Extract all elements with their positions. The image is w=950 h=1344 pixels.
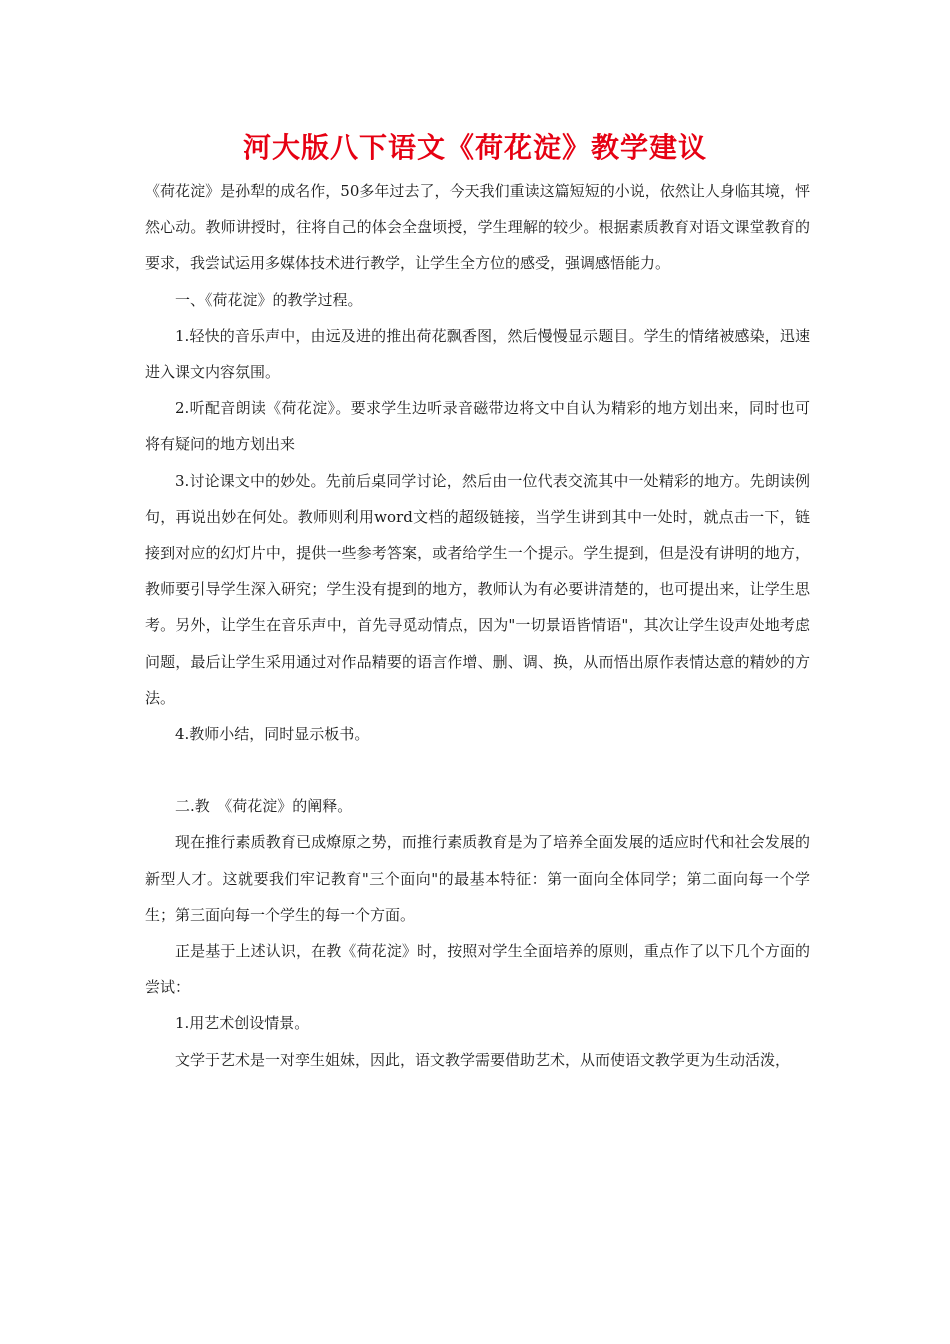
body-paragraph: 正是基于上述认识，在教《荷花淀》时，按照对学生全面培养的原则，重点作了以下几个方面的尝试： xyxy=(145,942,810,997)
intro-paragraph: 《荷花淀》是孙犁的成名作，50多年过去了，今天我们重读这篇短短的小说，依然让人身临其境，怦然心动。教师讲授时，往将自己的体会全盘顷授，学生理解的较少。根据素质教育对语文课堂教育的要求，我尝试运用多媒体技术进行教学，让学生全方位的感受，强调感悟能力。 xyxy=(145,182,810,273)
step-4-paragraph: 4.教师小结，同时显示板书。 xyxy=(175,725,370,744)
step-2-paragraph: 2.听配音朗读《荷花淀》。要求学生边听录音磁带边将文中自认为精彩的地方划出来，同时也可将有疑问的地方划出来 xyxy=(145,399,810,454)
body-paragraph: 文学于艺术是一对孪生姐妹，因此，语文教学需要借助艺术，从而使语文教学更为生动活泼， xyxy=(175,1050,791,1069)
document-title: 河大版八下语文《荷花淀》教学建议 xyxy=(242,131,707,164)
body-paragraph: 现在推行素质教育已成燎原之势，而推行素质教育是为了培养全面发展的适应时代和社会发展的新型人才。这就要我们牢记教育"三个面向"的最基本特征：第一面向全体同学；第二面向每一个学生；第三面向每一个学生的每一个方面。 xyxy=(145,833,810,924)
paragraph-gap xyxy=(145,752,810,788)
subheading-paragraph: 1.用艺术创设情景。 xyxy=(175,1014,310,1033)
document-body xyxy=(145,173,810,1078)
section-heading-2: 二.教 《荷花淀》的阐释。 xyxy=(175,797,353,816)
step-3-paragraph: 3.讨论课文中的妙处。先前后桌同学讨论，然后由一位代表交流其中一处精彩的地方。先朗读例句，再说出妙在何处。教师则利用word文档的超级链接，当学生讲到其中一处时，就点击一下，链接到对应的幻灯片中，提供一些参考答案，或者给学生一个提示。学生提到，但是没有讲明的地方，教师要引导学生深入研究；学生没有提到的地方，教师认为有必要讲清楚的，也可提出来，让学生思考。另外，让学生在音乐声中，首先寻觅动情点，因为"一切景语皆情语"，其次让学生设声处地考虑问题，最后让学生采用通过对作品精要的语言作增、删、调、换，从而悟出原作表情达意的精妙的方法。 xyxy=(145,471,810,707)
step-1-paragraph: 1.轻快的音乐声中，由远及进的推出荷花飘香图，然后慢慢显示题目。学生的情绪被感染，迅速进入课文内容氛围。 xyxy=(145,326,810,382)
section-heading-1: 一、《荷花淀》的教学过程。 xyxy=(175,290,363,309)
